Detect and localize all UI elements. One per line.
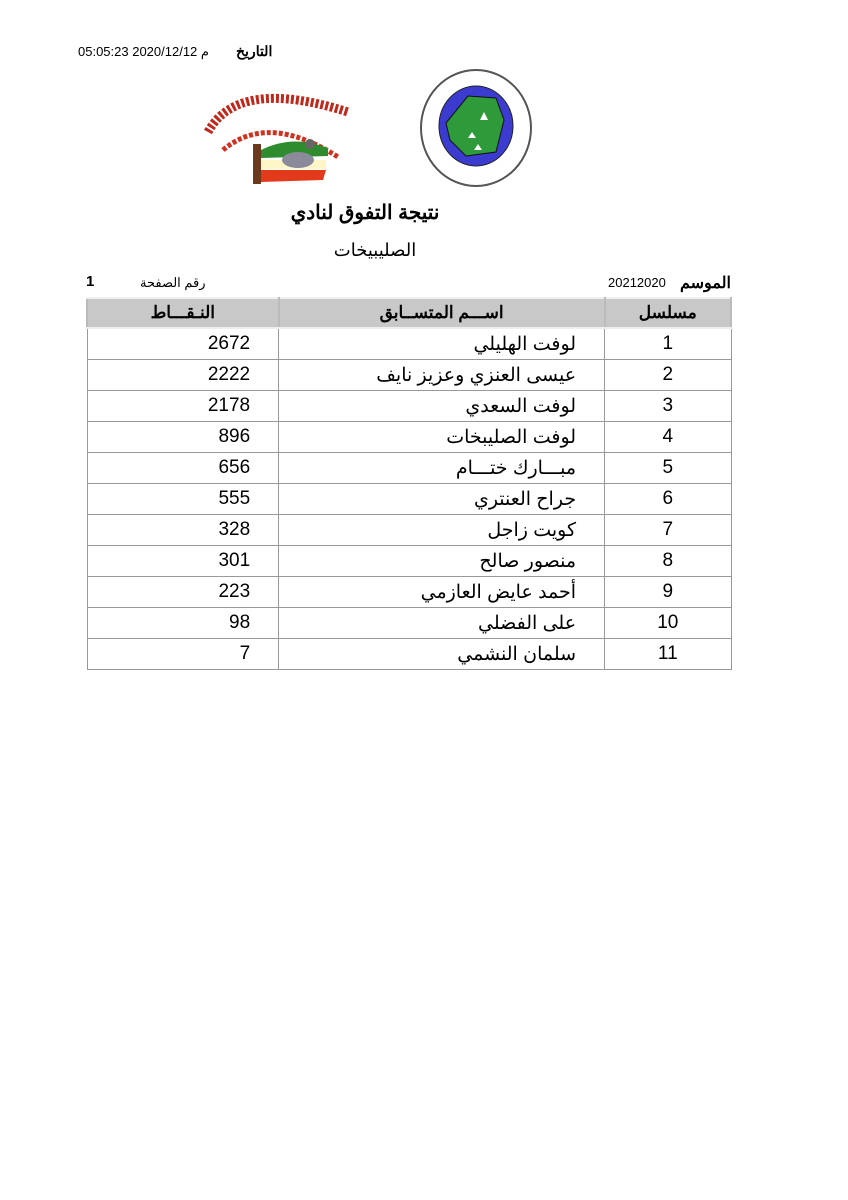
table-row (87, 328, 731, 360)
header-name: اســـم المتســابق (279, 298, 605, 328)
cell-name: لوفت الهليلي (279, 328, 605, 360)
cell-name: عيسى العنزي وعزيز نايف (279, 360, 605, 391)
cell-points: 7 (87, 639, 279, 670)
cell-points: 656 (87, 453, 279, 484)
cell-name: جراح العنتري (279, 484, 605, 515)
cell-name: لوفت الصليبخات (279, 422, 605, 453)
cell-name: منصور صالح (279, 546, 605, 577)
cell-points: 896 (87, 422, 279, 453)
cell-name: على الفضلي (279, 608, 605, 639)
cell-points: 2178 (87, 391, 279, 422)
cell-serial: 3 (605, 391, 731, 422)
header-serial: مسلسل (605, 298, 731, 328)
table-row (87, 453, 731, 484)
results-table (86, 297, 732, 670)
cell-serial: 2 (605, 360, 731, 391)
cell-name: أحمد عايض العازمي (279, 577, 605, 608)
page-number-label: رقم الصفحة (140, 275, 206, 290)
cell-points: 555 (87, 484, 279, 515)
cell-points: 2672 (87, 328, 279, 360)
cell-points: 223 (87, 577, 279, 608)
season-label: الموسم (680, 275, 731, 292)
table-row (87, 577, 731, 608)
cell-points: 301 (87, 546, 279, 577)
table-row (87, 360, 731, 391)
kuwait-racing-pigeon-club-logo (198, 72, 358, 192)
table-row (87, 608, 731, 639)
cell-serial: 6 (605, 484, 731, 515)
cell-serial: 4 (605, 422, 731, 453)
table-header-row (87, 298, 731, 328)
date-value: 05:05:23 2020/12/12 م (78, 44, 209, 59)
table-row (87, 639, 731, 670)
table-row (87, 546, 731, 577)
cell-serial: 11 (605, 639, 731, 670)
cell-serial: 9 (605, 577, 731, 608)
cell-serial: 10 (605, 608, 731, 639)
cell-serial: 8 (605, 546, 731, 577)
cell-points: 98 (87, 608, 279, 639)
cell-name: كويت زاجل (279, 515, 605, 546)
cell-points: 2222 (87, 360, 279, 391)
page-number-value: 1 (86, 273, 95, 290)
header-points: النـقـــاط (87, 298, 279, 328)
cell-name: سلمان النشمي (279, 639, 605, 670)
season-value: 20212020 (608, 275, 666, 290)
table-row (87, 422, 731, 453)
cell-name: مبـــارك ختـــام (279, 453, 605, 484)
kuwait-federation-racing-pigeon-logo (418, 68, 538, 188)
table-row (87, 515, 731, 546)
cell-points: 328 (87, 515, 279, 546)
date-label: التاريخ (236, 43, 273, 59)
table-row (87, 484, 731, 515)
table-row (87, 391, 731, 422)
cell-serial: 7 (605, 515, 731, 546)
cell-name: لوفت السعدي (279, 391, 605, 422)
page-title: نتيجة التفوق لنادي (290, 202, 440, 224)
club-name: الصليبيخات (333, 240, 417, 260)
cell-serial: 1 (605, 328, 731, 360)
cell-serial: 5 (605, 453, 731, 484)
